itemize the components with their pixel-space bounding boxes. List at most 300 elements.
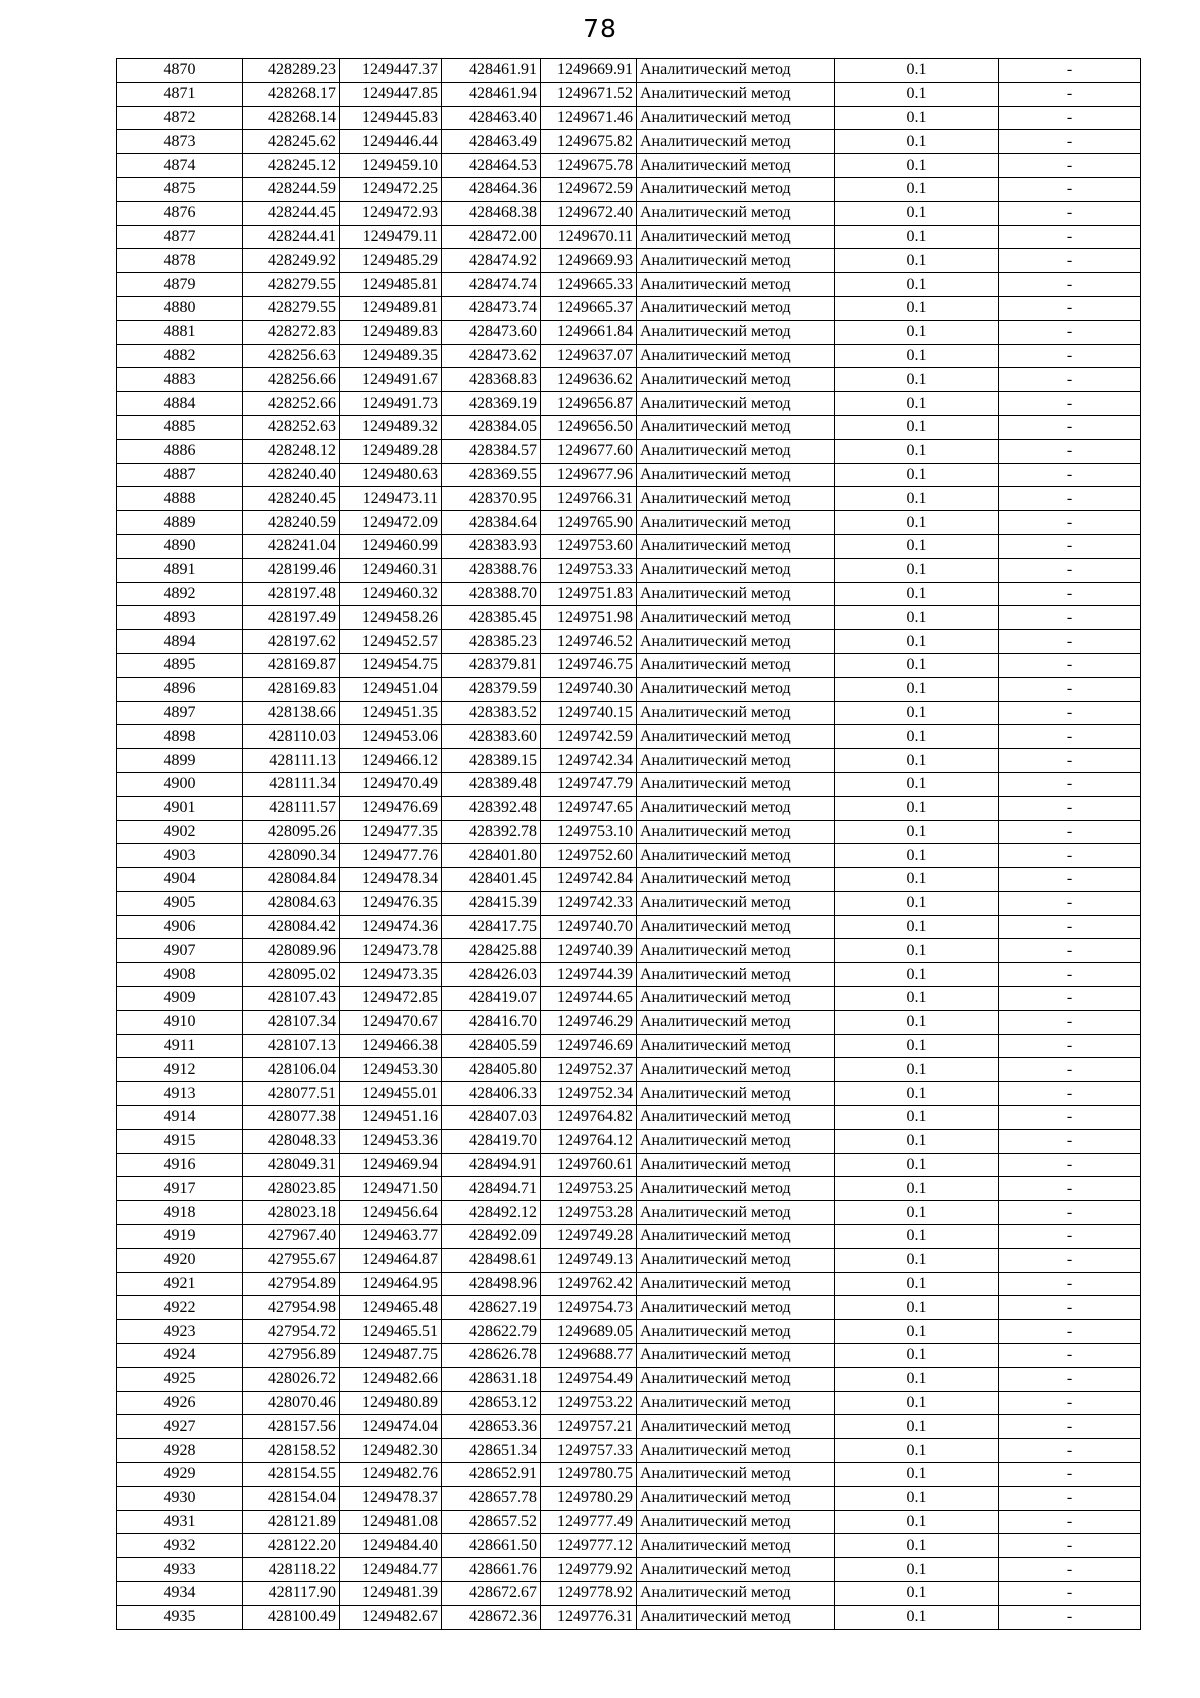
- table-row: [117, 987, 1141, 1011]
- table-row: [117, 534, 1141, 558]
- y-coordinate-cell: 1249470.49: [340, 772, 442, 796]
- x-coordinate-cell: 428077.51: [243, 1082, 340, 1106]
- x-coordinate-2-cell: 428473.62: [442, 344, 541, 368]
- method-cell: Аналитический метод: [637, 891, 835, 915]
- note-cell: -: [999, 1558, 1141, 1582]
- point-number-cell: 4910: [117, 1010, 243, 1034]
- x-coordinate-cell: 428107.43: [243, 987, 340, 1011]
- y-coordinate-2-cell: 1249675.78: [541, 154, 637, 178]
- note-cell: -: [999, 1106, 1141, 1130]
- point-number-cell: 4905: [117, 891, 243, 915]
- accuracy-cell: 0.1: [835, 606, 999, 630]
- y-coordinate-2-cell: 1249740.30: [541, 677, 637, 701]
- y-coordinate-cell: 1249460.32: [340, 582, 442, 606]
- note-cell: -: [999, 701, 1141, 725]
- x-coordinate-cell: 428158.52: [243, 1439, 340, 1463]
- x-coordinate-2-cell: 428426.03: [442, 963, 541, 987]
- y-coordinate-2-cell: 1249777.12: [541, 1534, 637, 1558]
- method-cell: Аналитический метод: [637, 653, 835, 677]
- method-cell: Аналитический метод: [637, 1129, 835, 1153]
- x-coordinate-cell: 428106.04: [243, 1058, 340, 1082]
- table-row: [117, 1439, 1141, 1463]
- table-row: [117, 1010, 1141, 1034]
- x-coordinate-cell: 428256.66: [243, 368, 340, 392]
- accuracy-cell: 0.1: [835, 1534, 999, 1558]
- method-cell: Аналитический метод: [637, 1367, 835, 1391]
- y-coordinate-2-cell: 1249754.73: [541, 1296, 637, 1320]
- note-cell: -: [999, 1486, 1141, 1510]
- x-coordinate-2-cell: 428379.81: [442, 653, 541, 677]
- accuracy-cell: 0.1: [835, 1153, 999, 1177]
- note-cell: -: [999, 463, 1141, 487]
- note-cell: -: [999, 392, 1141, 416]
- x-coordinate-cell: 427954.72: [243, 1320, 340, 1344]
- x-coordinate-cell: 428118.22: [243, 1558, 340, 1582]
- table-row: [117, 1058, 1141, 1082]
- table-row: [117, 1605, 1141, 1629]
- table-row: [117, 1225, 1141, 1249]
- table-row: [117, 582, 1141, 606]
- table-row: [117, 463, 1141, 487]
- y-coordinate-cell: 1249464.87: [340, 1248, 442, 1272]
- x-coordinate-cell: 428199.46: [243, 558, 340, 582]
- y-coordinate-cell: 1249456.64: [340, 1201, 442, 1225]
- x-coordinate-cell: 428111.57: [243, 796, 340, 820]
- accuracy-cell: 0.1: [835, 1344, 999, 1368]
- accuracy-cell: 0.1: [835, 511, 999, 535]
- x-coordinate-2-cell: 428622.79: [442, 1320, 541, 1344]
- y-coordinate-2-cell: 1249669.93: [541, 249, 637, 273]
- accuracy-cell: 0.1: [835, 392, 999, 416]
- point-number-cell: 4907: [117, 939, 243, 963]
- note-cell: -: [999, 1391, 1141, 1415]
- y-coordinate-cell: 1249477.76: [340, 844, 442, 868]
- point-number-cell: 4872: [117, 106, 243, 130]
- x-coordinate-cell: 428095.26: [243, 820, 340, 844]
- x-coordinate-cell: 428023.85: [243, 1177, 340, 1201]
- method-cell: Аналитический метод: [637, 59, 835, 83]
- method-cell: Аналитический метод: [637, 392, 835, 416]
- accuracy-cell: 0.1: [835, 630, 999, 654]
- accuracy-cell: 0.1: [835, 1486, 999, 1510]
- x-coordinate-2-cell: 428463.40: [442, 106, 541, 130]
- point-number-cell: 4929: [117, 1463, 243, 1487]
- point-number-cell: 4875: [117, 177, 243, 201]
- accuracy-cell: 0.1: [835, 1225, 999, 1249]
- table-row: [117, 225, 1141, 249]
- accuracy-cell: 0.1: [835, 463, 999, 487]
- note-cell: -: [999, 1010, 1141, 1034]
- x-coordinate-2-cell: 428461.91: [442, 59, 541, 83]
- note-cell: -: [999, 630, 1141, 654]
- point-number-cell: 4881: [117, 320, 243, 344]
- table-row: [117, 1320, 1141, 1344]
- point-number-cell: 4892: [117, 582, 243, 606]
- accuracy-cell: 0.1: [835, 344, 999, 368]
- accuracy-cell: 0.1: [835, 915, 999, 939]
- note-cell: -: [999, 534, 1141, 558]
- point-number-cell: 4870: [117, 59, 243, 83]
- accuracy-cell: 0.1: [835, 868, 999, 892]
- point-number-cell: 4935: [117, 1605, 243, 1629]
- x-coordinate-cell: 428154.04: [243, 1486, 340, 1510]
- method-cell: Аналитический метод: [637, 630, 835, 654]
- y-coordinate-cell: 1249459.10: [340, 154, 442, 178]
- y-coordinate-2-cell: 1249762.42: [541, 1272, 637, 1296]
- x-coordinate-cell: 428289.23: [243, 59, 340, 83]
- method-cell: Аналитический метод: [637, 225, 835, 249]
- note-cell: -: [999, 82, 1141, 106]
- y-coordinate-2-cell: 1249749.13: [541, 1248, 637, 1272]
- point-number-cell: 4912: [117, 1058, 243, 1082]
- table-row: [117, 415, 1141, 439]
- point-number-cell: 4880: [117, 296, 243, 320]
- note-cell: -: [999, 772, 1141, 796]
- accuracy-cell: 0.1: [835, 1510, 999, 1534]
- table-row: [117, 677, 1141, 701]
- method-cell: Аналитический метод: [637, 868, 835, 892]
- table-row: [117, 1296, 1141, 1320]
- x-coordinate-2-cell: 428384.64: [442, 511, 541, 535]
- accuracy-cell: 0.1: [835, 177, 999, 201]
- y-coordinate-cell: 1249463.77: [340, 1225, 442, 1249]
- x-coordinate-cell: 428070.46: [243, 1391, 340, 1415]
- method-cell: Аналитический метод: [637, 249, 835, 273]
- y-coordinate-2-cell: 1249637.07: [541, 344, 637, 368]
- accuracy-cell: 0.1: [835, 963, 999, 987]
- point-number-cell: 4917: [117, 1177, 243, 1201]
- method-cell: Аналитический метод: [637, 534, 835, 558]
- y-coordinate-2-cell: 1249765.90: [541, 511, 637, 535]
- x-coordinate-cell: 428279.55: [243, 273, 340, 297]
- table-row: [117, 796, 1141, 820]
- point-number-cell: 4890: [117, 534, 243, 558]
- method-cell: Аналитический метод: [637, 1605, 835, 1629]
- x-coordinate-2-cell: 428419.07: [442, 987, 541, 1011]
- y-coordinate-2-cell: 1249778.92: [541, 1582, 637, 1606]
- method-cell: Аналитический метод: [637, 606, 835, 630]
- x-coordinate-2-cell: 428473.74: [442, 296, 541, 320]
- x-coordinate-2-cell: 428653.36: [442, 1415, 541, 1439]
- accuracy-cell: 0.1: [835, 130, 999, 154]
- note-cell: -: [999, 987, 1141, 1011]
- note-cell: -: [999, 1605, 1141, 1629]
- x-coordinate-cell: 428197.62: [243, 630, 340, 654]
- y-coordinate-cell: 1249472.09: [340, 511, 442, 535]
- x-coordinate-2-cell: 428416.70: [442, 1010, 541, 1034]
- x-coordinate-2-cell: 428498.96: [442, 1272, 541, 1296]
- y-coordinate-cell: 1249473.35: [340, 963, 442, 987]
- point-number-cell: 4920: [117, 1248, 243, 1272]
- x-coordinate-cell: 428048.33: [243, 1129, 340, 1153]
- method-cell: Аналитический метод: [637, 415, 835, 439]
- accuracy-cell: 0.1: [835, 487, 999, 511]
- y-coordinate-2-cell: 1249760.61: [541, 1153, 637, 1177]
- x-coordinate-cell: 428169.83: [243, 677, 340, 701]
- accuracy-cell: 0.1: [835, 1582, 999, 1606]
- note-cell: -: [999, 439, 1141, 463]
- note-cell: -: [999, 1058, 1141, 1082]
- point-number-cell: 4886: [117, 439, 243, 463]
- x-coordinate-cell: 428077.38: [243, 1106, 340, 1130]
- method-cell: Аналитический метод: [637, 1153, 835, 1177]
- method-cell: Аналитический метод: [637, 439, 835, 463]
- accuracy-cell: 0.1: [835, 415, 999, 439]
- note-cell: -: [999, 749, 1141, 773]
- x-coordinate-cell: 428244.45: [243, 201, 340, 225]
- table-row: [117, 1248, 1141, 1272]
- x-coordinate-2-cell: 428405.80: [442, 1058, 541, 1082]
- y-coordinate-cell: 1249481.08: [340, 1510, 442, 1534]
- y-coordinate-2-cell: 1249753.22: [541, 1391, 637, 1415]
- y-coordinate-2-cell: 1249688.77: [541, 1344, 637, 1368]
- y-coordinate-cell: 1249476.35: [340, 891, 442, 915]
- method-cell: Аналитический метод: [637, 1248, 835, 1272]
- point-number-cell: 4900: [117, 772, 243, 796]
- method-cell: Аналитический метод: [637, 1391, 835, 1415]
- y-coordinate-2-cell: 1249754.49: [541, 1367, 637, 1391]
- accuracy-cell: 0.1: [835, 677, 999, 701]
- table-row: [117, 1510, 1141, 1534]
- accuracy-cell: 0.1: [835, 1367, 999, 1391]
- table-row: [117, 844, 1141, 868]
- y-coordinate-cell: 1249451.16: [340, 1106, 442, 1130]
- accuracy-cell: 0.1: [835, 534, 999, 558]
- method-cell: Аналитический метод: [637, 1486, 835, 1510]
- y-coordinate-cell: 1249445.83: [340, 106, 442, 130]
- x-coordinate-2-cell: 428379.59: [442, 677, 541, 701]
- x-coordinate-2-cell: 428653.12: [442, 1391, 541, 1415]
- table-row: [117, 749, 1141, 773]
- note-cell: -: [999, 225, 1141, 249]
- point-number-cell: 4885: [117, 415, 243, 439]
- accuracy-cell: 0.1: [835, 1201, 999, 1225]
- method-cell: Аналитический метод: [637, 939, 835, 963]
- point-number-cell: 4897: [117, 701, 243, 725]
- point-number-cell: 4908: [117, 963, 243, 987]
- table-row: [117, 82, 1141, 106]
- y-coordinate-cell: 1249465.51: [340, 1320, 442, 1344]
- y-coordinate-2-cell: 1249740.70: [541, 915, 637, 939]
- y-coordinate-cell: 1249454.75: [340, 653, 442, 677]
- y-coordinate-2-cell: 1249665.33: [541, 273, 637, 297]
- method-cell: Аналитический метод: [637, 1582, 835, 1606]
- x-coordinate-2-cell: 428369.19: [442, 392, 541, 416]
- note-cell: -: [999, 725, 1141, 749]
- x-coordinate-cell: 428268.17: [243, 82, 340, 106]
- note-cell: -: [999, 201, 1141, 225]
- table-row: [117, 1082, 1141, 1106]
- point-number-cell: 4878: [117, 249, 243, 273]
- x-coordinate-2-cell: 428461.94: [442, 82, 541, 106]
- table-row: [117, 1344, 1141, 1368]
- x-coordinate-cell: 428241.04: [243, 534, 340, 558]
- y-coordinate-2-cell: 1249672.40: [541, 201, 637, 225]
- x-coordinate-cell: 428272.83: [243, 320, 340, 344]
- point-number-cell: 4933: [117, 1558, 243, 1582]
- x-coordinate-2-cell: 428498.61: [442, 1248, 541, 1272]
- point-number-cell: 4901: [117, 796, 243, 820]
- y-coordinate-2-cell: 1249661.84: [541, 320, 637, 344]
- accuracy-cell: 0.1: [835, 1296, 999, 1320]
- method-cell: Аналитический метод: [637, 1034, 835, 1058]
- y-coordinate-cell: 1249487.75: [340, 1344, 442, 1368]
- y-coordinate-cell: 1249485.29: [340, 249, 442, 273]
- table-row: [117, 106, 1141, 130]
- y-coordinate-cell: 1249446.44: [340, 130, 442, 154]
- y-coordinate-2-cell: 1249753.28: [541, 1201, 637, 1225]
- note-cell: -: [999, 915, 1141, 939]
- y-coordinate-2-cell: 1249744.65: [541, 987, 637, 1011]
- y-coordinate-cell: 1249453.36: [340, 1129, 442, 1153]
- table-row: [117, 701, 1141, 725]
- table-row: [117, 320, 1141, 344]
- y-coordinate-2-cell: 1249665.37: [541, 296, 637, 320]
- x-coordinate-cell: 427954.89: [243, 1272, 340, 1296]
- note-cell: -: [999, 1344, 1141, 1368]
- method-cell: Аналитический метод: [637, 344, 835, 368]
- point-number-cell: 4874: [117, 154, 243, 178]
- y-coordinate-cell: 1249458.26: [340, 606, 442, 630]
- method-cell: Аналитический метод: [637, 368, 835, 392]
- note-cell: -: [999, 606, 1141, 630]
- x-coordinate-2-cell: 428369.55: [442, 463, 541, 487]
- x-coordinate-2-cell: 428492.12: [442, 1201, 541, 1225]
- x-coordinate-cell: 428248.12: [243, 439, 340, 463]
- point-number-cell: 4887: [117, 463, 243, 487]
- method-cell: Аналитический метод: [637, 106, 835, 130]
- x-coordinate-cell: 428249.92: [243, 249, 340, 273]
- x-coordinate-2-cell: 428672.36: [442, 1605, 541, 1629]
- x-coordinate-2-cell: 428417.75: [442, 915, 541, 939]
- x-coordinate-cell: 428121.89: [243, 1510, 340, 1534]
- accuracy-cell: 0.1: [835, 225, 999, 249]
- method-cell: Аналитический метод: [637, 1439, 835, 1463]
- y-coordinate-2-cell: 1249777.49: [541, 1510, 637, 1534]
- x-coordinate-cell: 428244.41: [243, 225, 340, 249]
- x-coordinate-2-cell: 428463.49: [442, 130, 541, 154]
- accuracy-cell: 0.1: [835, 82, 999, 106]
- y-coordinate-cell: 1249480.63: [340, 463, 442, 487]
- table-row: [117, 1201, 1141, 1225]
- point-number-cell: 4913: [117, 1082, 243, 1106]
- y-coordinate-cell: 1249472.93: [340, 201, 442, 225]
- x-coordinate-2-cell: 428385.23: [442, 630, 541, 654]
- y-coordinate-2-cell: 1249746.52: [541, 630, 637, 654]
- y-coordinate-cell: 1249476.69: [340, 796, 442, 820]
- x-coordinate-cell: 428245.62: [243, 130, 340, 154]
- note-cell: -: [999, 1201, 1141, 1225]
- y-coordinate-cell: 1249484.77: [340, 1558, 442, 1582]
- method-cell: Аналитический метод: [637, 677, 835, 701]
- x-coordinate-2-cell: 428631.18: [442, 1367, 541, 1391]
- y-coordinate-cell: 1249489.83: [340, 320, 442, 344]
- accuracy-cell: 0.1: [835, 939, 999, 963]
- y-coordinate-2-cell: 1249751.98: [541, 606, 637, 630]
- table-row: [117, 487, 1141, 511]
- note-cell: -: [999, 1225, 1141, 1249]
- point-number-cell: 4876: [117, 201, 243, 225]
- y-coordinate-2-cell: 1249764.82: [541, 1106, 637, 1130]
- method-cell: Аналитический метод: [637, 1510, 835, 1534]
- y-coordinate-cell: 1249460.31: [340, 558, 442, 582]
- y-coordinate-2-cell: 1249746.69: [541, 1034, 637, 1058]
- method-cell: Аналитический метод: [637, 772, 835, 796]
- point-number-cell: 4877: [117, 225, 243, 249]
- x-coordinate-cell: 428240.59: [243, 511, 340, 535]
- y-coordinate-cell: 1249470.67: [340, 1010, 442, 1034]
- y-coordinate-cell: 1249451.04: [340, 677, 442, 701]
- x-coordinate-2-cell: 428657.78: [442, 1486, 541, 1510]
- table-row: [117, 130, 1141, 154]
- y-coordinate-2-cell: 1249740.39: [541, 939, 637, 963]
- x-coordinate-2-cell: 428652.91: [442, 1463, 541, 1487]
- y-coordinate-2-cell: 1249742.59: [541, 725, 637, 749]
- y-coordinate-2-cell: 1249656.50: [541, 415, 637, 439]
- y-coordinate-cell: 1249473.11: [340, 487, 442, 511]
- y-coordinate-cell: 1249482.67: [340, 1605, 442, 1629]
- y-coordinate-2-cell: 1249671.52: [541, 82, 637, 106]
- y-coordinate-cell: 1249491.73: [340, 392, 442, 416]
- method-cell: Аналитический метод: [637, 1201, 835, 1225]
- x-coordinate-2-cell: 428657.52: [442, 1510, 541, 1534]
- x-coordinate-cell: 428268.14: [243, 106, 340, 130]
- table-row: [117, 1106, 1141, 1130]
- note-cell: -: [999, 582, 1141, 606]
- y-coordinate-cell: 1249479.11: [340, 225, 442, 249]
- accuracy-cell: 0.1: [835, 701, 999, 725]
- table-row: [117, 273, 1141, 297]
- note-cell: -: [999, 511, 1141, 535]
- x-coordinate-2-cell: 428407.03: [442, 1106, 541, 1130]
- y-coordinate-cell: 1249464.95: [340, 1272, 442, 1296]
- table-row: [117, 344, 1141, 368]
- x-coordinate-cell: 428256.63: [243, 344, 340, 368]
- note-cell: -: [999, 249, 1141, 273]
- y-coordinate-cell: 1249485.81: [340, 273, 442, 297]
- y-coordinate-2-cell: 1249740.15: [541, 701, 637, 725]
- point-number-cell: 4898: [117, 725, 243, 749]
- x-coordinate-2-cell: 428661.76: [442, 1558, 541, 1582]
- note-cell: -: [999, 1534, 1141, 1558]
- y-coordinate-cell: 1249489.28: [340, 439, 442, 463]
- point-number-cell: 4925: [117, 1367, 243, 1391]
- x-coordinate-cell: 428110.03: [243, 725, 340, 749]
- table-row: [117, 772, 1141, 796]
- method-cell: Аналитический метод: [637, 915, 835, 939]
- note-cell: -: [999, 415, 1141, 439]
- method-cell: Аналитический метод: [637, 296, 835, 320]
- x-coordinate-2-cell: 428392.48: [442, 796, 541, 820]
- x-coordinate-2-cell: 428406.33: [442, 1082, 541, 1106]
- table-row: [117, 154, 1141, 178]
- y-coordinate-cell: 1249452.57: [340, 630, 442, 654]
- x-coordinate-cell: 428252.66: [243, 392, 340, 416]
- y-coordinate-cell: 1249474.36: [340, 915, 442, 939]
- x-coordinate-cell: 428026.72: [243, 1367, 340, 1391]
- x-coordinate-2-cell: 428415.39: [442, 891, 541, 915]
- point-number-cell: 4924: [117, 1344, 243, 1368]
- x-coordinate-cell: 428240.40: [243, 463, 340, 487]
- y-coordinate-2-cell: 1249753.60: [541, 534, 637, 558]
- y-coordinate-cell: 1249478.34: [340, 868, 442, 892]
- point-number-cell: 4915: [117, 1129, 243, 1153]
- note-cell: -: [999, 1129, 1141, 1153]
- method-cell: Аналитический метод: [637, 82, 835, 106]
- y-coordinate-2-cell: 1249656.87: [541, 392, 637, 416]
- y-coordinate-cell: 1249453.06: [340, 725, 442, 749]
- accuracy-cell: 0.1: [835, 154, 999, 178]
